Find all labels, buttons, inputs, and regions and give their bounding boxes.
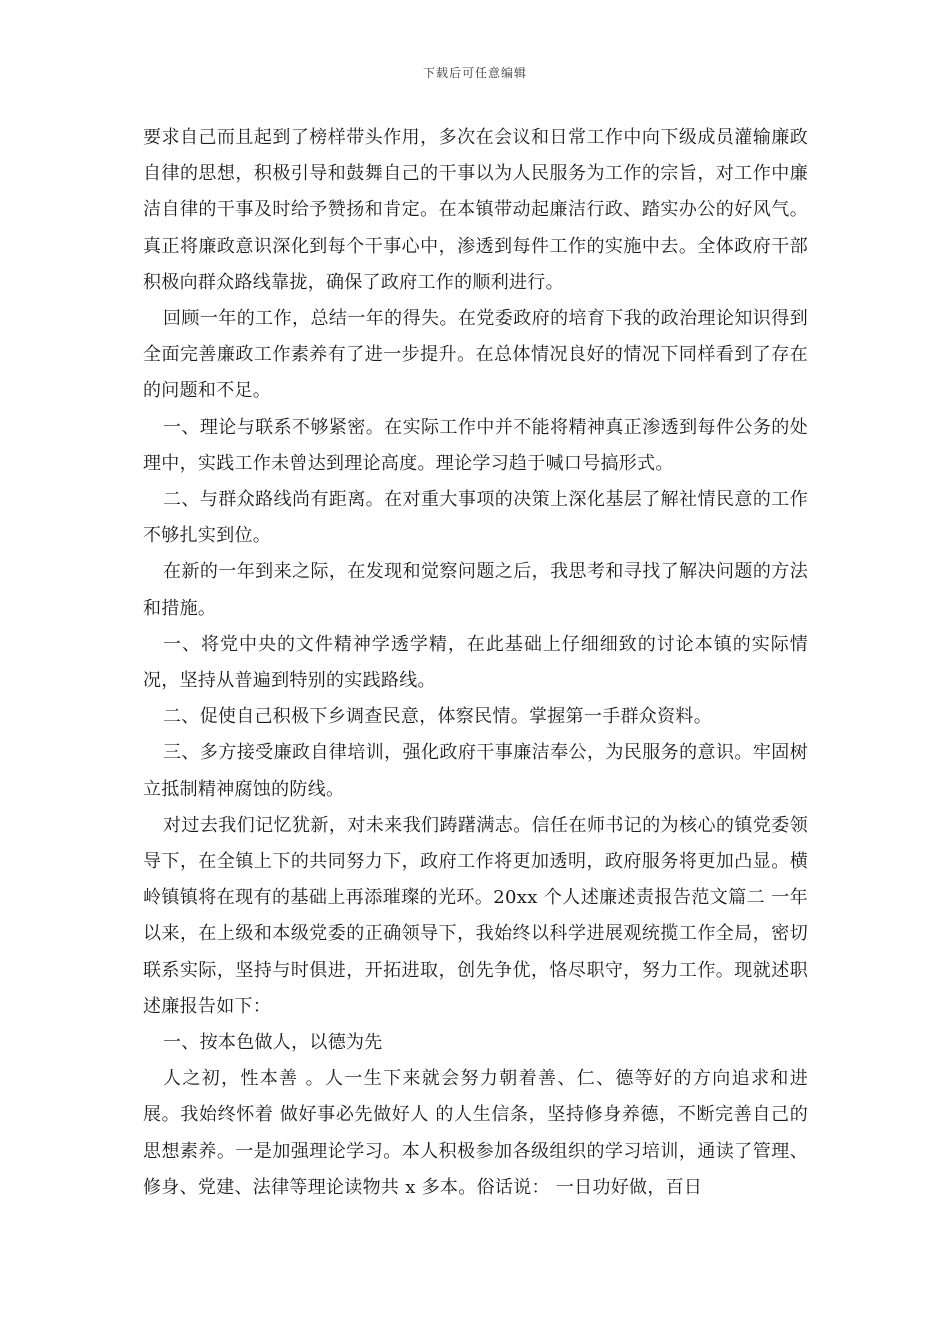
page-header: 下载后可任意编辑: [422, 66, 527, 80]
paragraph-1: 要求自己而且起到了榜样带头作用，多次在会议和日常工作中向下级成员灌输廉政自律的思想，积极引导和鼓舞自己的干事以为人民服务为工作的宗旨，对工作中廉洁自律的干事及时给予赞扬和肯定。在本镇带动起廉洁行政、踏实办公的好风气。真正将廉政意识深化到每个干事心中，渗透到每件工作的实施中去。全体政府干部积极向群众路线靠拢，确保了政府工作的顺利进行。: [143, 127, 808, 293]
paragraph-9: 对过去我们记忆犹新，对未来我们踌躇满志。信任在师书记的为核心的镇党委领导下，在全镇上下的共同努力下，政府工作将更加透明，政府服务将更加凸显。横岭镇镇将在现有的基础上再添璀璨的光环。20xx 个人述廉述责报告范文篇二 一年以来，在上级和本级党委的正确领导下，我始终以科学进展观统揽工作全局，密切联系实际，坚持与时俱进，开拓进取，创先争优，恪尽职守，努力工作。现就述职述廉报告如下：: [143, 814, 808, 1017]
paragraph-6: 一、将党中央的文件精神学透学精，在此基础上仔细细致的讨论本镇的实际情况，坚持从普遍到特别的实践路线。: [143, 633, 808, 692]
paragraph-5: 在新的一年到来之际，在发现和觉察问题之后，我思考和寻找了解决问题的方法和措施。: [143, 561, 808, 619]
paragraph-10: 人之初，性本善 。人一生下来就会努力朝着善、仁、德等好的方向追求和进展。我始终怀着 做好事必先做好人 的人生信条，坚持修身养德，不断完善自己的思想素养。一是加强理论学习。本人积极参加各级组织的学习培训，通读了管理、修身、党建、法律等理论读物共 x 多本。俗话说： 一日功好做，百日: [143, 1068, 808, 1198]
section-heading: 一、按本色做人，以德为先: [163, 1032, 383, 1054]
paragraph-8: 三、多方接受廉政自律培训，强化政府干事廉洁奉公，为民服务的意识。牢固树立抵制精神腐蚀的防线。: [143, 742, 808, 800]
document-body: [143, 120, 808, 1206]
paragraph-3: 一、理论与联系不够紧密。在实际工作中并不能将精神真正渗透到每件公务的处理中，实践工作未曾达到理论高度。理论学习趋于喊口号搞形式。: [143, 416, 808, 474]
paragraph-4: 二、与群众路线尚有距离。在对重大事项的决策上深化基层了解社情民意的工作不够扎实到位。: [143, 489, 808, 547]
paragraph-2: 回顾一年的工作，总结一年的得失。在党委政府的培育下我的政治理论知识得到全面完善廉政工作素养有了进一步提升。在总体情况良好的情况下同样看到了存在的问题和不足。: [143, 308, 808, 402]
paragraph-7: 二、促使自己积极下乡调查民意，体察民情。掌握第一手群众资料。: [163, 706, 712, 728]
